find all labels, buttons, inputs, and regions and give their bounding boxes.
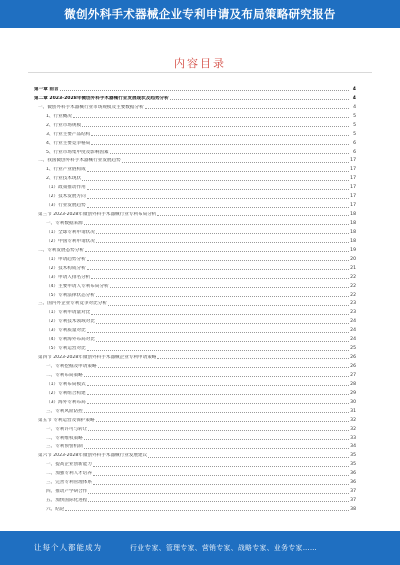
toc-leader-dots: [88, 501, 349, 502]
toc-leader-dots: [87, 269, 349, 270]
toc-leader-dots: [122, 162, 349, 163]
toc-leader-dots: [93, 466, 349, 467]
toc-entry-page: 17: [350, 185, 356, 191]
toc-entry-text: 第一章 前言: [34, 86, 59, 92]
toc-entry-page: 33: [350, 435, 356, 441]
toc-leader-dots: [87, 350, 349, 351]
toc-entry[interactable]: [34, 138, 356, 147]
toc-entry-page: 4: [353, 104, 356, 110]
toc-entry[interactable]: [34, 433, 356, 442]
toc-entry[interactable]: [34, 227, 356, 236]
toc-entry-text: 4、行业主要竞争格局: [46, 140, 91, 146]
toc-entry[interactable]: [34, 477, 356, 486]
toc-entry-page: 22: [350, 283, 356, 289]
toc-entry-page: 24: [350, 319, 356, 325]
toc-leader-dots: [108, 305, 349, 306]
toc-entry-page: 23: [350, 301, 356, 307]
toc-entry-text: （5）专利法律状态分析: [46, 292, 95, 298]
toc-entry-text: （4）专利海外布局对比: [46, 337, 95, 343]
toc-entry[interactable]: [34, 334, 356, 343]
toc-entry[interactable]: [34, 397, 356, 406]
toc-entry-text: （3）海外专利布局: [46, 399, 86, 405]
toc-leader-dots: [91, 278, 349, 279]
footer-tagline: 行业专家、管理专家、营销专家、战略专家、业务专家……: [130, 544, 318, 552]
toc-leader-dots: [60, 90, 349, 91]
toc-entry-text: 1、行业产业链构成: [46, 167, 86, 173]
toc-entry-text: （1）专利申请量对比: [46, 310, 91, 316]
toc-entry[interactable]: [34, 263, 356, 272]
toc-entry-page: 18: [350, 238, 356, 244]
toc-entry-page: 22: [350, 292, 356, 298]
toc-leader-dots: [145, 108, 349, 109]
toc-leader-dots: [96, 233, 349, 234]
toc-entry-page: 34: [350, 444, 356, 450]
toc-entry-text: （3）专利质量对比: [46, 328, 86, 334]
toc-entry[interactable]: [34, 182, 356, 191]
toc-entry[interactable]: [34, 388, 356, 397]
toc-entry-text: 四、推动产学研合作: [46, 489, 88, 495]
toc-entry-page: 22: [350, 274, 356, 280]
toc-leader-dots: [87, 394, 349, 395]
toc-entry[interactable]: [34, 272, 356, 281]
toc-heading: 内容目录: [174, 57, 226, 70]
toc-entry-page: 26: [350, 355, 356, 361]
toc-entry[interactable]: [34, 254, 356, 263]
toc-entry-text: （1）专利布局模式: [46, 381, 86, 387]
toc-divider: [28, 72, 372, 73]
toc-entry[interactable]: [34, 120, 356, 129]
toc-entry-text: 二、专利发展态势分析: [38, 247, 84, 253]
footer-bar: [0, 531, 400, 565]
toc-entry-page: 36: [350, 480, 356, 486]
toc-leader-dots: [157, 358, 349, 359]
toc-entry-page: 5: [353, 122, 356, 128]
toc-entry-text: （2）专利组合构建: [46, 390, 86, 396]
toc-leader-dots: [88, 430, 349, 431]
toc-entry[interactable]: [34, 468, 356, 477]
toc-entry-text: 1、行业概况: [46, 113, 72, 119]
toc-entry-text: （2）中国专利申请状况: [46, 238, 95, 244]
toc-entry-page: 17: [350, 203, 356, 209]
toc-entry-text: 2、行业技术现状: [46, 176, 82, 182]
toc-entry-text: （1）申请趋势分析: [46, 256, 86, 262]
toc-leader-dots: [96, 242, 349, 243]
toc-entry-text: 三、专利风险防控: [46, 408, 83, 414]
toc-entry-text: （1）政策推动作用: [46, 185, 86, 191]
toc-leader-dots: [110, 153, 349, 154]
toc-entry-page: 30: [350, 399, 356, 405]
toc-leader-dots: [85, 251, 349, 252]
toc-entry-text: 一、专利许可与转让: [46, 426, 88, 432]
toc-entry[interactable]: [34, 379, 356, 388]
toc-entry[interactable]: [34, 307, 356, 316]
toc-entry-text: 第二章 2023-2028年微创外科手术器械行业发展现状及趋势分析: [34, 95, 169, 101]
toc-leader-dots: [93, 484, 349, 485]
toc-entry[interactable]: [34, 299, 356, 308]
toc-leader-dots: [98, 367, 349, 368]
toc-entry[interactable]: [34, 325, 356, 334]
toc-leader-dots: [84, 224, 349, 225]
toc-leader-dots: [93, 475, 349, 476]
toc-entry-page: 19: [350, 247, 356, 253]
toc-entry[interactable]: [34, 156, 356, 165]
toc-entry-text: 一、专利挖掘及申请策略: [46, 364, 97, 369]
toc-entry[interactable]: [34, 102, 356, 111]
toc-entry[interactable]: [34, 343, 356, 352]
toc-entry-text: 一、专利数据来源: [46, 221, 83, 226]
toc-leader-dots: [87, 260, 349, 261]
toc-entry-page: 20: [350, 256, 356, 262]
toc-entry[interactable]: [34, 200, 356, 209]
toc-entry[interactable]: [34, 84, 356, 93]
toc-entry-page: 29: [350, 390, 356, 396]
toc-leader-dots: [82, 180, 349, 181]
toc-entry-text: 第三节 2023-2028年微创外科手术器械行业专利布局分析: [38, 212, 157, 218]
toc-leader-dots: [96, 323, 349, 324]
toc-entry-page: 37: [350, 498, 356, 504]
toc-entry[interactable]: [34, 370, 356, 379]
toc-entry-text: 二、专利维权策略: [46, 435, 83, 441]
toc-leader-dots: [91, 135, 349, 136]
toc-leader-dots: [87, 198, 349, 199]
toc-entry-page: 5: [353, 131, 356, 137]
toc-entry[interactable]: [34, 191, 356, 200]
toc-entry-text: （4）主要申请人专利布局分析: [46, 283, 109, 289]
toc-entry[interactable]: [34, 236, 356, 245]
toc-entry-page: 26: [350, 364, 356, 369]
toc-entry[interactable]: [34, 486, 356, 495]
toc-entry-text: 5、行业市场集中度及影响因素: [46, 149, 109, 155]
toc-entry-page: 31: [350, 408, 356, 414]
toc-leader-dots: [82, 126, 349, 127]
toc-leader-dots: [84, 439, 349, 440]
toc-leader-dots: [170, 99, 349, 100]
toc-entry-text: 第五节 专利运营及保护策略: [38, 417, 95, 423]
toc-entry[interactable]: [34, 361, 356, 370]
toc-entry-text: 3、行业主要产品结构: [46, 131, 91, 137]
toc-entry[interactable]: [34, 209, 356, 218]
toc-entry-text: （5）专利运营对比: [46, 346, 86, 352]
toc-entry-text: （3）行业发展趋势: [46, 203, 86, 209]
toc-entry-text: （3）申请人排名分析: [46, 274, 91, 280]
toc-entry-page: 35: [350, 462, 356, 468]
toc-entry[interactable]: [34, 450, 356, 459]
toc-entry-text: 2、行业市场规模: [46, 122, 82, 128]
toc-entry-page: 28: [350, 381, 356, 387]
toc-entry[interactable]: [34, 442, 356, 451]
toc-entry[interactable]: [34, 424, 356, 433]
toc-leader-dots: [84, 412, 349, 413]
toc-entry-text: 六、结论: [46, 507, 65, 512]
toc-entry-page: 32: [350, 426, 356, 432]
toc-entry-page: 35: [350, 453, 356, 459]
toc-leader-dots: [87, 189, 349, 190]
toc-entry-page: 6: [353, 149, 356, 155]
toc-leader-dots: [84, 448, 349, 449]
toc-entry-page: 27: [350, 372, 356, 378]
toc-leader-dots: [96, 296, 349, 297]
toc-entry-text: 二、加强专利人才培养: [46, 471, 92, 477]
toc-leader-dots: [96, 341, 349, 342]
toc-entry-text: 一、提高企业创新能力: [46, 462, 92, 468]
toc-leader-dots: [148, 457, 349, 458]
toc-entry-text: 二、我国微创外科手术器械行业发展趋势: [38, 158, 121, 164]
toc-entry-page: 5: [353, 113, 356, 119]
toc-leader-dots: [88, 493, 349, 494]
toc-entry-page: 23: [350, 310, 356, 316]
toc-entry[interactable]: [34, 352, 356, 361]
toc-leader-dots: [157, 215, 349, 216]
toc-entry[interactable]: [34, 316, 356, 325]
toc-leader-dots: [96, 421, 349, 422]
toc-leader-dots: [87, 403, 349, 404]
toc-entry-text: 第六节 2023-2028年微创外科手术器械行业发展建议: [38, 453, 148, 459]
toc-entry-text: 一、微创外科手术器械行业市场规模及主要数据分析: [38, 104, 144, 110]
toc-entry[interactable]: [34, 415, 356, 424]
toc-entry[interactable]: [34, 164, 356, 173]
toc-entry-page: 24: [350, 337, 356, 343]
toc-entry-text: 二、专利布局策略: [46, 372, 83, 378]
toc-entry-page: 25: [350, 346, 356, 352]
toc-leader-dots: [91, 314, 349, 315]
toc-entry-page: 17: [350, 176, 356, 182]
toc-entry[interactable]: [34, 495, 356, 504]
toc-entry-text: （2）技术发展方向: [46, 194, 86, 200]
toc-entry-page: 17: [350, 194, 356, 200]
toc-entry[interactable]: [34, 406, 356, 415]
toc-entry-text: （1）全球专利申请状况: [46, 229, 95, 235]
toc-entry-page: 32: [350, 417, 356, 423]
toc-leader-dots: [65, 510, 349, 511]
toc-entry-page: 6: [353, 140, 356, 146]
toc-leader-dots: [87, 171, 349, 172]
toc-entry-page: 4: [352, 86, 356, 92]
toc-entry[interactable]: [34, 290, 356, 299]
toc-entry[interactable]: [34, 173, 356, 182]
toc-entry[interactable]: [34, 129, 356, 138]
report-title: 微创外科手术器械企业专利申请及布局策略研究报告: [64, 7, 336, 21]
toc-entry-text: 三、完善专利管理体系: [46, 480, 92, 486]
toc-entry-text: （2）专利技术领域对比: [46, 319, 95, 325]
toc-entry-page: 36: [350, 471, 356, 477]
toc-leader-dots: [84, 376, 349, 377]
toc-entry-text: 第四节 2023-2028年微创外科手术器械企业专利申请策略: [38, 355, 157, 361]
toc-entry-page: 18: [350, 212, 356, 218]
toc-entry-text: 五、加快国际化进程: [46, 498, 88, 504]
toc-leader-dots: [73, 117, 349, 118]
toc-entry[interactable]: [34, 111, 356, 120]
toc-leader-dots: [87, 332, 349, 333]
toc-entry-page: 21: [350, 265, 356, 271]
toc-entry-page: 17: [350, 158, 356, 164]
toc-entry-page: 37: [350, 489, 356, 495]
footer-slogan: 让每个人都能成为: [34, 543, 102, 552]
toc-entry-page: 4: [352, 95, 356, 101]
toc-leader-dots: [87, 385, 349, 386]
toc-entry[interactable]: [34, 147, 356, 156]
toc-entry[interactable]: [34, 504, 356, 513]
toc-entry-text: （2）技术构成分析: [46, 265, 86, 271]
toc-entry[interactable]: [34, 93, 356, 102]
toc-entry-page: 38: [350, 507, 356, 512]
toc-entry-text: 三、国内外企业专利竞争对比分析: [38, 301, 107, 307]
toc-entry[interactable]: [34, 218, 356, 227]
toc-entry[interactable]: [34, 245, 356, 254]
toc-entry[interactable]: [34, 281, 356, 290]
toc-leader-dots: [87, 207, 349, 208]
toc-entry-page: 18: [350, 229, 356, 235]
toc-leader-dots: [91, 144, 349, 145]
toc-leader-dots: [110, 287, 349, 288]
table-of-contents: [34, 84, 356, 521]
toc-entry-page: 18: [350, 221, 356, 226]
toc-entry[interactable]: [34, 459, 356, 468]
toc-entry-page: 24: [350, 328, 356, 334]
toc-entry-page: 17: [350, 167, 356, 173]
toc-entry-text: 三、专利预警机制: [46, 444, 83, 450]
